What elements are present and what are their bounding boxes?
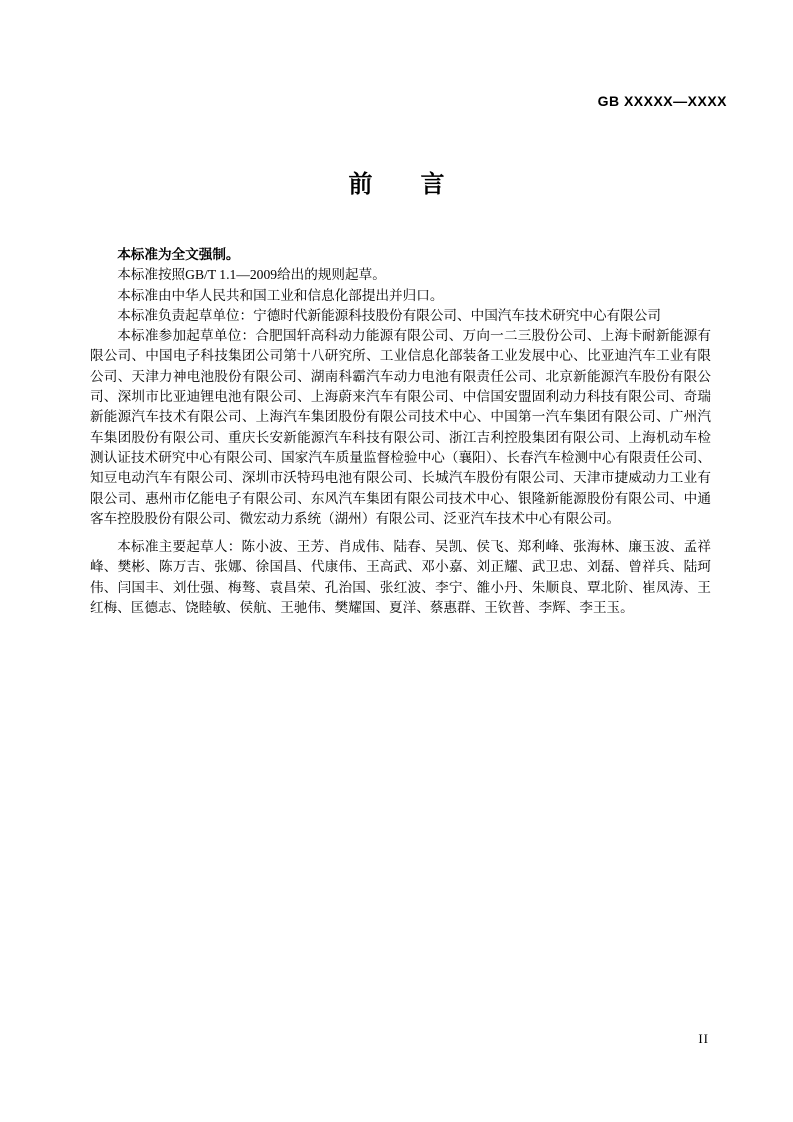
page-number: II bbox=[698, 1031, 709, 1046]
foreword-body bbox=[90, 245, 711, 618]
standard-code-header: GB XXXXX—XXXX bbox=[597, 93, 727, 109]
page-title: 前 言 bbox=[348, 171, 445, 198]
foreword-paragraph-lead-drafting-units: 本标准负责起草单位：宁德时代新能源科技股份有限公司、中国汽车技术研究中心有限公司 bbox=[117, 307, 661, 323]
foreword-paragraph-drafting-rule: 本标准按照GB/T 1.1—2009给出的规则起草。 bbox=[117, 267, 386, 283]
foreword-paragraph-mandatory-note: 本标准为全文强制。 bbox=[117, 247, 240, 262]
foreword-paragraph-participating-units: 本标准参加起草单位：合肥国轩高科动力能源有限公司、万向一二三股份公司、上海卡耐新能源有限公司、中国电子科技集团公司第十八研究所、工业信息化部装备工业发展中心、比亚迪汽车工业有限公司、天津力神电池股份有限公司、湖南科霸汽车动力电池有限责任公司、北京新能源汽车股份有限公司、深圳市比亚迪锂电池有限公司、上海蔚来汽车有限公司、中信国安盟固利动力科技有限公司、奇瑞新能源汽车技术有限公司、上海汽车集团股份有限公司技术中心、中国第一汽车集团有限公司、广州汽车集团股份有限公司、重庆长安新能源汽车科技有限公司、浙江吉利控股集团有限公司、上海机动车检测认证技术研究中心有限公司、国家汽车质量监督检验中心（襄阳）、长春汽车检测中心有限责任公司、知豆电动汽车有限公司、深圳市沃特玛电池有限公司、长城汽车股份有限公司、天津市捷威动力工业有限公司、惠州市亿能电子有限公司、东风汽车集团有限公司技术中心、银隆新能源股份有限公司、中通客车控股股份有限公司、微宏动力系统（湖州）有限公司、泛亚汽车技术中心有限公司。 bbox=[90, 328, 711, 526]
foreword-paragraph-issuing-body: 本标准由中华人民共和国工业和信息化部提出并归口。 bbox=[117, 287, 444, 303]
foreword-paragraph-main-drafters: 本标准主要起草人：陈小波、王芳、肖成伟、陆春、吴凯、侯飞、郑利峰、张海林、廉玉波、孟祥峰、樊彬、陈万吉、张娜、徐国昌、代康伟、王高武、邓小嘉、刘正耀、武卫忠、刘磊、曾祥兵、陆珂伟、闫国丰、刘仕强、梅骜、袁昌荣、孔治国、张红波、李宁、雒小丹、朱顺良、覃北阶、崔凤涛、王红梅、匡德志、饶睦敏、侯航、王驰伟、樊耀国、夏洋、蔡惠群、王钦普、李辉、李王玉。 bbox=[90, 539, 711, 616]
